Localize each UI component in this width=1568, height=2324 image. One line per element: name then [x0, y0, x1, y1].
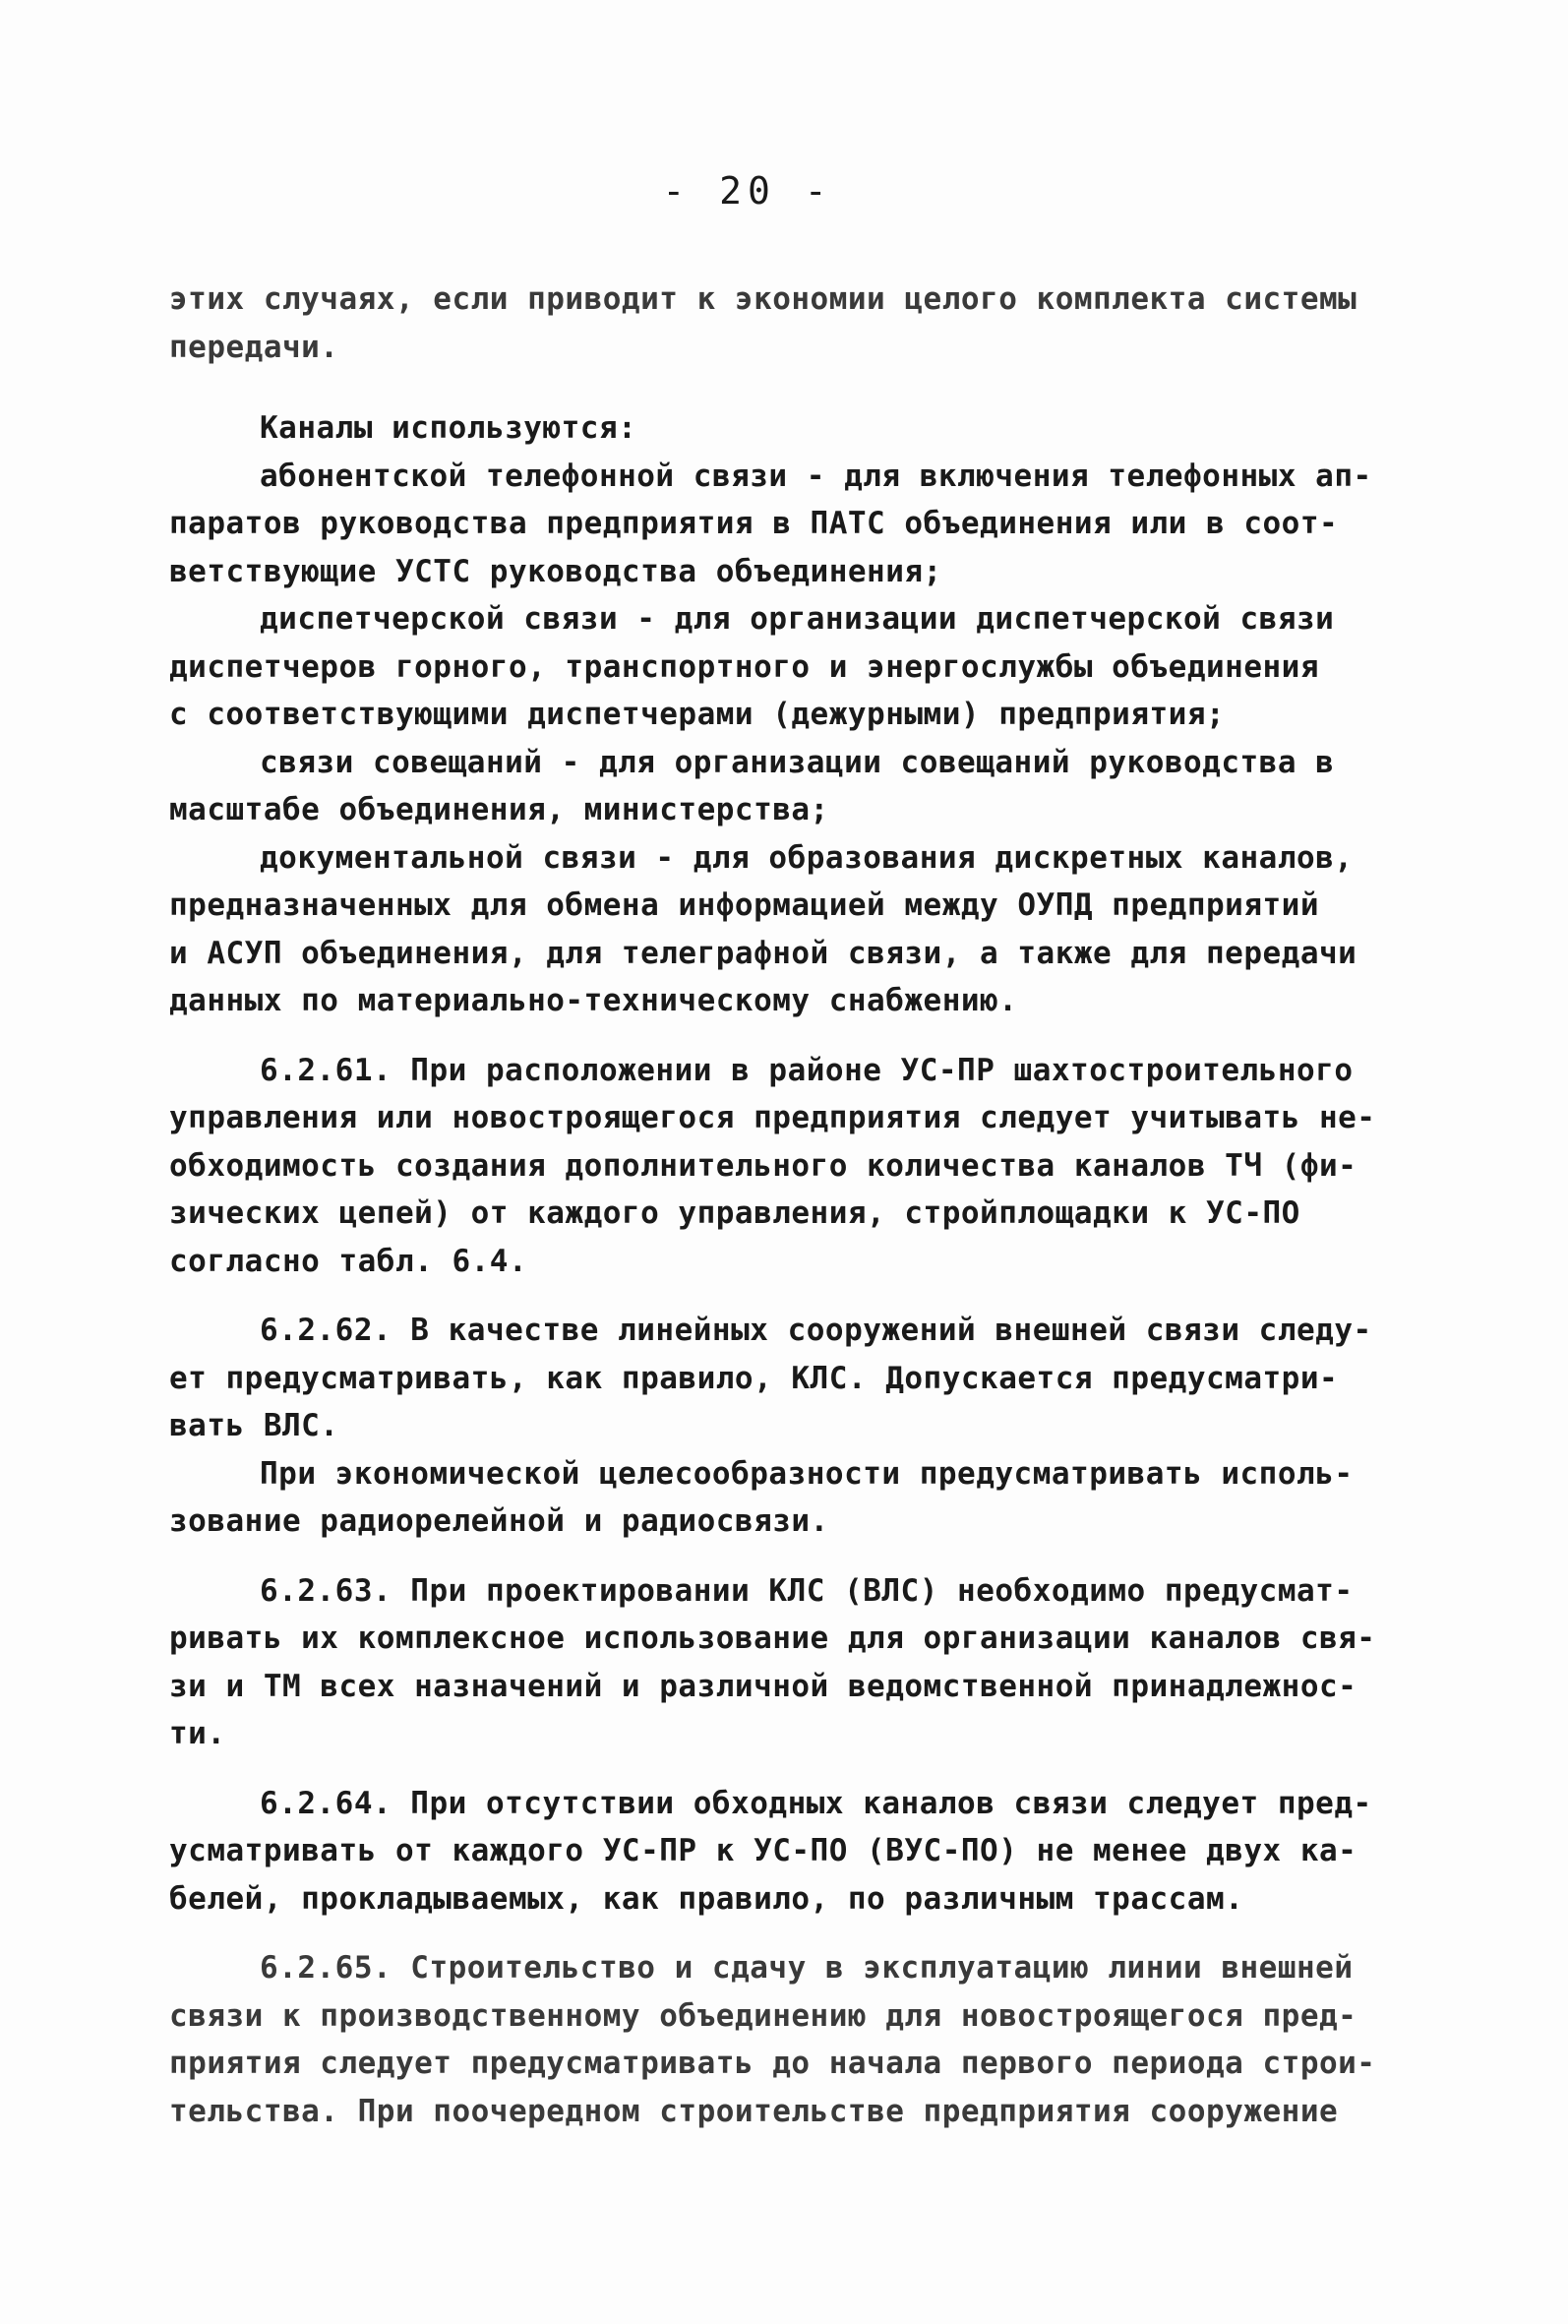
text-line: ти. [169, 1716, 226, 1751]
text-line: связи к производственному объединению для новостроящегося пред- [169, 1997, 1357, 2034]
text-line: усматривать от каждого УС-ПР к УС-ПО (ВУС-ПО) не менее двух ка- [169, 1833, 1357, 1868]
text-line: диспетчеров горного, транспортного и энергослужбы объединения [169, 648, 1319, 685]
text-line: паратов руководства предприятия в ПАТС объединения или в соот- [169, 506, 1339, 541]
text-line: абонентской телефонной связи - для включения телефонных ап- [260, 458, 1372, 494]
text-line: предназначенных для обмена информацией между ОУПД предприятий [169, 887, 1319, 923]
text-line: 6.2.65. Строительство и сдачу в эксплуатацию линии внешней [260, 1950, 1354, 1986]
text-line: ривать их комплексное использование для организации каналов свя- [169, 1621, 1376, 1656]
text-line: зических цепей) от каждого управления, стройплощадки к УС-ПО [169, 1195, 1300, 1231]
text-line: передачи. [169, 329, 339, 365]
text-line: согласно табл. 6.4. [169, 1243, 528, 1279]
text-line: белей, прокладываемых, как правило, по различным трассам. [169, 1880, 1244, 1917]
text-line: обходимость создания дополнительного количества каналов ТЧ (фи- [169, 1147, 1357, 1184]
text-line: управления или новостроящегося предприятия следует учитывать не- [169, 1100, 1376, 1135]
text-line: 6.2.63. При проектировании КЛС (ВЛС) необходимо предусмат- [260, 1572, 1354, 1609]
text-line: вать ВЛС. [169, 1408, 339, 1443]
text-line: 6.2.62. В качестве линейных сооружений внешней связи следу- [260, 1313, 1372, 1348]
page-number: - 20 - [662, 169, 833, 213]
text-line: тельства. При поочередном строительстве предприятия сооружение [169, 2093, 1339, 2129]
text-line: приятия следует предусматривать до начала первого периода строи- [169, 2046, 1376, 2081]
body-text [169, 275, 1458, 2135]
text-line: ет предусматривать, как правило, КЛС. Допускается предусматри- [169, 1360, 1339, 1396]
text-line: данных по материально-техническому снабжению. [169, 983, 1018, 1018]
text-line: масштабе объединения, министерства; [169, 792, 829, 827]
text-line: с соответствующими диспетчерами (дежурными) предприятия; [169, 697, 1226, 732]
text-line: 6.2.61. При расположении в районе УС-ПР шахтостроительного [260, 1052, 1354, 1088]
text-line: зи и ТМ всех назначений и различной ведомственной принадлежнос- [169, 1668, 1357, 1704]
text-line: диспетчерской связи - для организации диспетчерской связи [260, 601, 1335, 637]
text-line: документальной связи - для образования дискретных каналов, [260, 839, 1354, 876]
text-line: ветствующие УСТС руководства объединения; [169, 553, 942, 589]
text-line: связи совещаний - для организации совещаний руководства в [260, 744, 1335, 780]
text-line: и АСУП объединения, для телеграфной связи, а также для передачи [169, 935, 1357, 971]
text-line: При экономической целесообразности предусматривать исполь- [260, 1455, 1354, 1492]
text-line: зование радиорелейной и радиосвязи. [169, 1503, 829, 1539]
text-line: Каналы используются: [260, 410, 637, 446]
text-line: 6.2.64. При отсутствии обходных каналов связи следует пред- [260, 1785, 1372, 1821]
text-line: этих случаях, если приводит к экономии целого комплекта системы [169, 281, 1357, 317]
